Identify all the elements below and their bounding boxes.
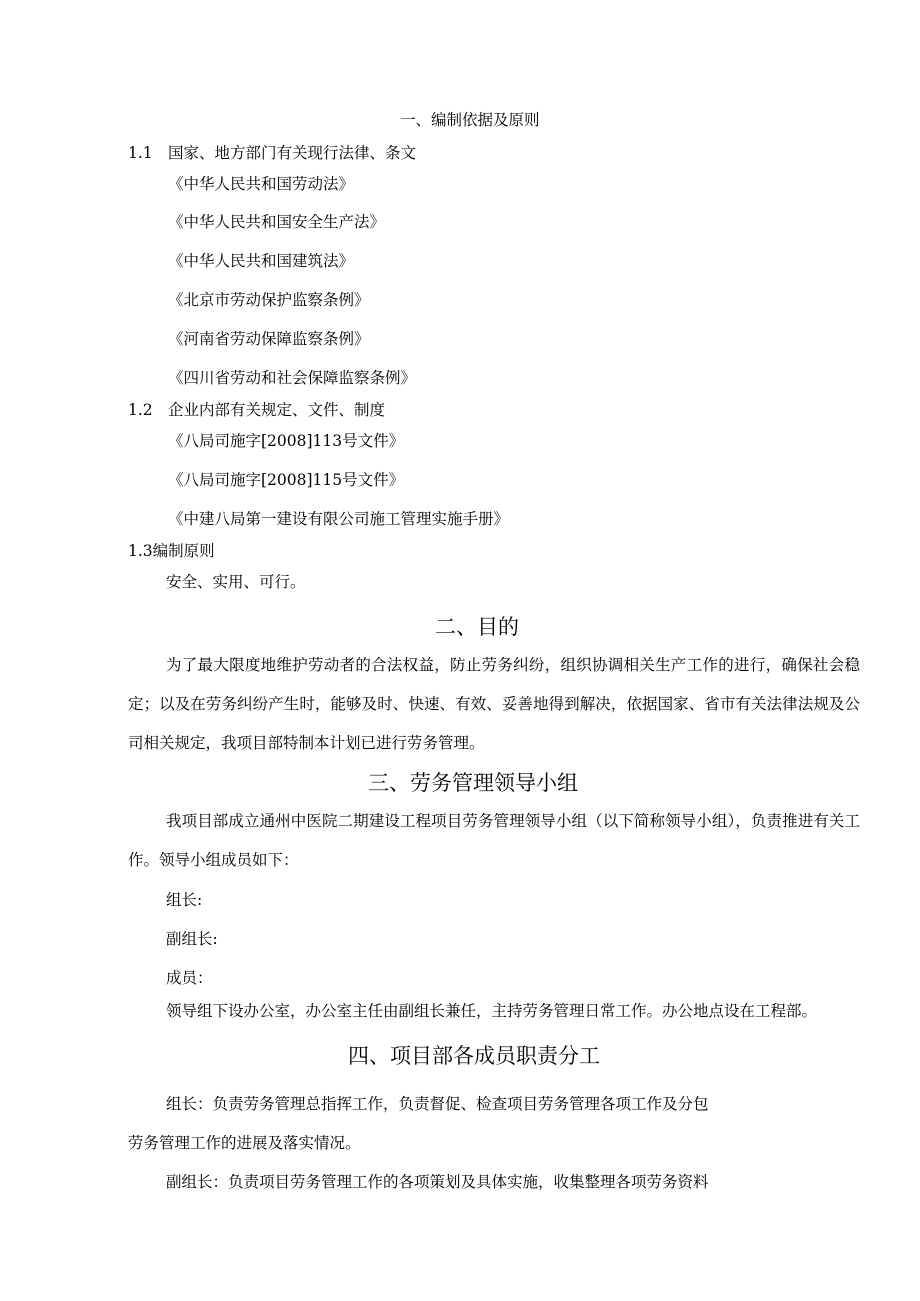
subsection-number: 1.2: [128, 401, 153, 419]
subsection-title: 企业内部有关规定、文件、制度: [168, 401, 386, 419]
law-item: 《四川省劳动和社会保障监察条例》: [168, 369, 417, 387]
deputy-label: 副组长:: [166, 930, 218, 948]
subsection-title: 国家、地方部门有关现行法律、条文: [168, 144, 417, 162]
section3-title: 三、劳务管理领导小组: [368, 771, 578, 795]
members-label: 成员：: [166, 969, 213, 987]
principle-text: 安全、实用、可行。: [166, 573, 306, 591]
regulation-item: 《八局司施字[2008]113号文件》: [168, 432, 405, 450]
regulation-item: 《八局司施字[2008]115号文件》: [168, 471, 405, 489]
subsection-1-3-heading: 1.3编制原则: [128, 542, 215, 560]
section1-title: 一、编制依据及原则: [400, 111, 540, 129]
law-item: 《中华人民共和国劳动法》: [168, 175, 355, 193]
deputy-duty-line: 副组长：负责项目劳务管理工作的各项策划及具体实施，收集整理各项劳务资料: [166, 1173, 709, 1191]
subsection-1-1-heading: [128, 143, 416, 163]
law-item: 《中华人民共和国安全生产法》: [168, 213, 386, 231]
law-item: 《河南省劳动保障监察条例》: [168, 330, 370, 348]
law-item: 《中华人民共和国建筑法》: [168, 252, 355, 270]
section4-title: 四、项目部各成员职责分工: [348, 1044, 600, 1068]
law-item: 《北京市劳动保护监察条例》: [168, 291, 370, 309]
leader-label: 组长:: [166, 891, 203, 909]
leadership-paragraph: 我项目部成立通州中医院二期建设工程项目劳务管理领导小组（以下简称领导小组），负责推进有关工作。领导小组成员如下：: [128, 812, 860, 869]
leader-duty-line: 劳务管理工作的进展及落实情况。: [128, 1134, 361, 1152]
section2-title: 二、目的: [435, 615, 519, 639]
subsection-number: 1.1: [128, 144, 153, 162]
purpose-paragraph: 为了最大限度地维护劳动者的合法权益，防止劳务纠纷，组织协调相关生产工作的进行，确保社会稳定；以及在劳务纠纷产生时，能够及时、快速、有效、妥善地得到解决，依据国家、省市有关法律法规及公司相关规定，我项目部特制本计划已进行劳务管理。: [128, 656, 860, 752]
regulation-item: 《中建八局第一建设有限公司施工管理实施手册》: [168, 510, 510, 528]
office-text: 领导组下设办公室，办公室主任由副组长兼任，主持劳务管理日常工作。办公地点设在工程部。: [166, 1002, 818, 1020]
subsection-1-2-heading: [128, 400, 385, 420]
leader-duty-line: 组长：负责劳务管理总指挥工作，负责督促、检查项目劳务管理各项工作及分包: [166, 1095, 709, 1113]
